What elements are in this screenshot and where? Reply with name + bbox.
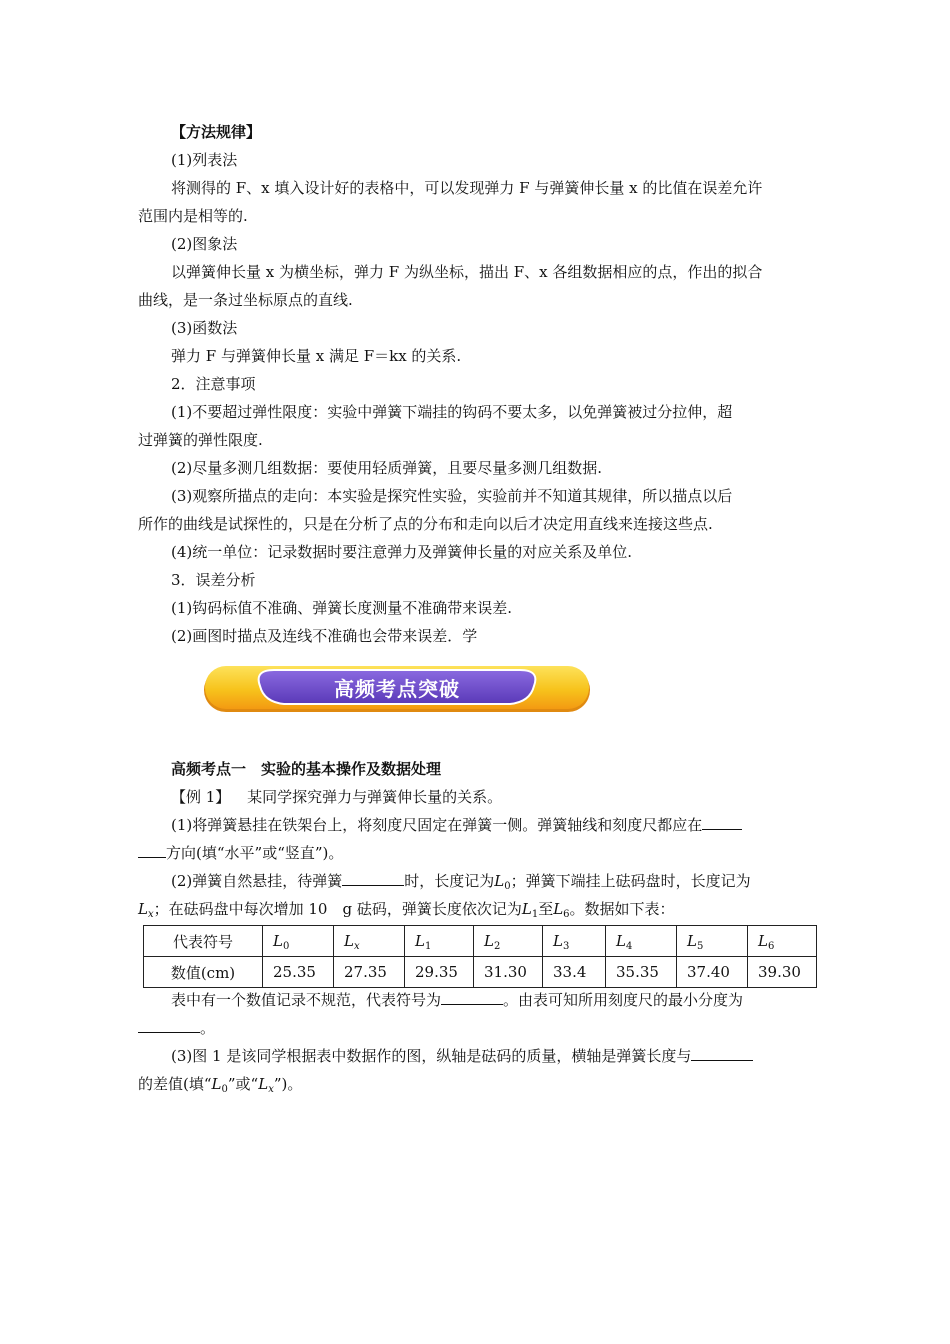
symbol-l: L xyxy=(344,932,354,950)
question-3-text-c: ”)。 xyxy=(273,1075,303,1093)
symbol-l: L xyxy=(553,900,564,918)
table-cell-symbol xyxy=(748,926,817,957)
after-table-line-2 xyxy=(138,1018,215,1038)
section-banner xyxy=(204,664,590,714)
graph-method-line-1: 以弹簧伸长量 x 为横坐标，弹力 F 为纵坐标，描出 F、x 各组数据相应的点，作出的拟合 xyxy=(171,263,763,281)
symbol-sub: 6 xyxy=(767,941,775,952)
after-table-text-b: 。由表可知所用刻度尺的最小分度为 xyxy=(503,991,744,1009)
question-3-line-2 xyxy=(138,1074,302,1094)
question-2-line-2 xyxy=(138,899,675,919)
symbol-l: L xyxy=(484,932,494,950)
graph-method-line-2: 曲线，是一条过坐标原点的直线. xyxy=(138,291,353,309)
symbol-sub: x xyxy=(353,941,360,952)
question-1-line-2 xyxy=(138,843,343,863)
after-table-text-a: 表中有一个数值记录不规范，代表符号为 xyxy=(171,991,442,1009)
symbol-l: L xyxy=(687,932,697,950)
answer-blank[interactable] xyxy=(138,843,166,858)
answer-blank[interactable] xyxy=(691,1046,753,1061)
question-3-line-1 xyxy=(171,1046,753,1066)
errors-item-2: (2)画图时描点及连线不准确也会带来误差．学 xyxy=(171,627,478,645)
notes-item-1-line-1: (1)不要超过弹性限度：实验中弹簧下端挂的钩码不要太多，以免弹簧被过分拉伸，超 xyxy=(171,403,733,421)
question-2-text-c: ；弹簧下端挂上砝码盘时，长度记为 xyxy=(510,872,751,890)
method-title: 【方法规律】 xyxy=(171,123,262,141)
example-intro-line xyxy=(171,787,502,807)
symbol-sub: 5 xyxy=(696,941,704,952)
symbol-sub: 2 xyxy=(493,941,501,952)
symbol-l: L xyxy=(758,932,768,950)
symbol-sub: 0 xyxy=(221,1084,228,1095)
table-cell-value: 25.35 xyxy=(263,957,334,988)
table-row-label: 代表符号 xyxy=(144,926,263,957)
banner-title: 高频考点突破 xyxy=(334,677,460,701)
table-cell-symbol xyxy=(606,926,677,957)
question-2-text-f: 。数据如下表： xyxy=(569,900,675,918)
symbol-sub: 0 xyxy=(282,941,290,952)
symbol-sub: 4 xyxy=(625,941,633,952)
symbol-l: L xyxy=(616,932,626,950)
symbol-sub: x xyxy=(268,1084,274,1095)
notes-heading: 2．注意事项 xyxy=(171,375,256,393)
notes-item-2: (2)尽量多测几组数据：要使用轻质弹簧，且要尽量多测几组数据. xyxy=(171,459,603,477)
question-2-text-d: ；在砝码盘中每次增加 10 g 砝码，弹簧长度依次记为 xyxy=(153,900,522,918)
table-cell-value: 27.35 xyxy=(334,957,405,988)
symbol-l: L xyxy=(494,872,505,890)
symbol-sub: x xyxy=(147,909,154,920)
symbol-l: L xyxy=(521,900,532,918)
question-3-text: (3)图 1 是该同学根据表中数据作的图，纵轴是砝码的质量，横轴是弹簧长度与 xyxy=(171,1047,692,1065)
function-method-heading: (3)函数法 xyxy=(171,319,238,337)
table-cell-value: 37.40 xyxy=(677,957,748,988)
symbol-l: L xyxy=(553,932,563,950)
symbol-sub: 6 xyxy=(563,909,570,920)
symbol-l: L xyxy=(138,900,148,918)
table-cell-symbol xyxy=(543,926,606,957)
after-table-text-c: 。 xyxy=(200,1019,216,1037)
notes-item-3-line-1: (3)观察所描点的走向：本实验是探究性实验，实验前并不知道其规律，所以描点以后 xyxy=(171,487,733,505)
question-3-text-a: 的差值(填“ xyxy=(138,1075,212,1093)
question-2-text-b: 时，长度记为 xyxy=(404,872,495,890)
question-1-tail: 方向(填“水平”或“竖直”)。 xyxy=(166,844,344,862)
symbol-l: L xyxy=(273,932,283,950)
function-method-line-1: 弹力 F 与弹簧伸长量 x 满足 F＝kx 的关系. xyxy=(171,347,462,365)
symbol-l: L xyxy=(258,1075,269,1093)
symbol-sub: 3 xyxy=(562,941,570,952)
question-2-line-1 xyxy=(171,871,751,891)
errors-item-1: (1)钩码标值不准确、弹簧长度测量不准确带来误差. xyxy=(171,599,513,617)
symbol-l: L xyxy=(415,932,425,950)
question-1-text: (1)将弹簧悬挂在铁架台上，将刻度尺固定在弹簧一侧。弹簧轴线和刻度尺都应在 xyxy=(171,816,703,834)
table-cell-value: 33.4 xyxy=(543,957,606,988)
list-method-line-2: 范围内是相等的. xyxy=(138,207,248,225)
table-row-label: 数值(cm) xyxy=(144,957,263,988)
errors-heading: 3．误差分析 xyxy=(171,571,256,589)
notes-item-3-line-2: 所作的曲线是试探性的，只是在分析了点的分布和走向以后才决定用直线来连接这些点. xyxy=(138,515,713,533)
answer-blank[interactable] xyxy=(342,871,404,886)
example-label: 【例 1】 xyxy=(171,788,231,806)
table-row xyxy=(144,926,817,957)
question-2-text-a: (2)弹簧自然悬挂，待弹簧 xyxy=(171,872,343,890)
notes-item-4: (4)统一单位：记录数据时要注意弹力及弹簧伸长量的对应关系及单位. xyxy=(171,543,633,561)
table-cell-symbol xyxy=(334,926,405,957)
symbol-sub: 1 xyxy=(424,941,432,952)
question-1-line-1 xyxy=(171,815,742,835)
table-cell-value: 35.35 xyxy=(606,957,677,988)
table-cell-symbol xyxy=(474,926,543,957)
table-cell-value: 31.30 xyxy=(474,957,543,988)
symbol-sub: 1 xyxy=(531,909,539,920)
answer-blank[interactable] xyxy=(702,815,742,830)
answer-blank[interactable] xyxy=(138,1018,200,1033)
answer-blank[interactable] xyxy=(441,990,503,1005)
topic-title: 高频考点一 实验的基本操作及数据处理 xyxy=(171,760,442,778)
notes-item-1-line-2: 过弹簧的弹性限度. xyxy=(138,431,263,449)
example-intro: 某同学探究弹力与弹簧伸长量的关系。 xyxy=(247,788,503,806)
list-method-line-1: 将测得的 F、x 填入设计好的表格中，可以发现弹力 F 与弹簧伸长量 x 的比值在误差允许 xyxy=(171,179,763,197)
question-3-text-b: ”或“ xyxy=(227,1075,259,1093)
table-cell-value: 39.30 xyxy=(748,957,817,988)
question-2-text-e: 至 xyxy=(538,900,554,918)
table-row xyxy=(144,957,817,988)
symbol-sub: 0 xyxy=(504,881,511,892)
table-cell-symbol xyxy=(263,926,334,957)
symbol-l: L xyxy=(211,1075,222,1093)
data-table xyxy=(143,925,817,988)
list-method-heading: (1)列表法 xyxy=(171,151,238,169)
table-cell-value: 29.35 xyxy=(405,957,474,988)
after-table-line-1 xyxy=(171,990,743,1010)
graph-method-heading: (2)图象法 xyxy=(171,235,238,253)
table-cell-symbol xyxy=(677,926,748,957)
table-cell-symbol xyxy=(405,926,474,957)
